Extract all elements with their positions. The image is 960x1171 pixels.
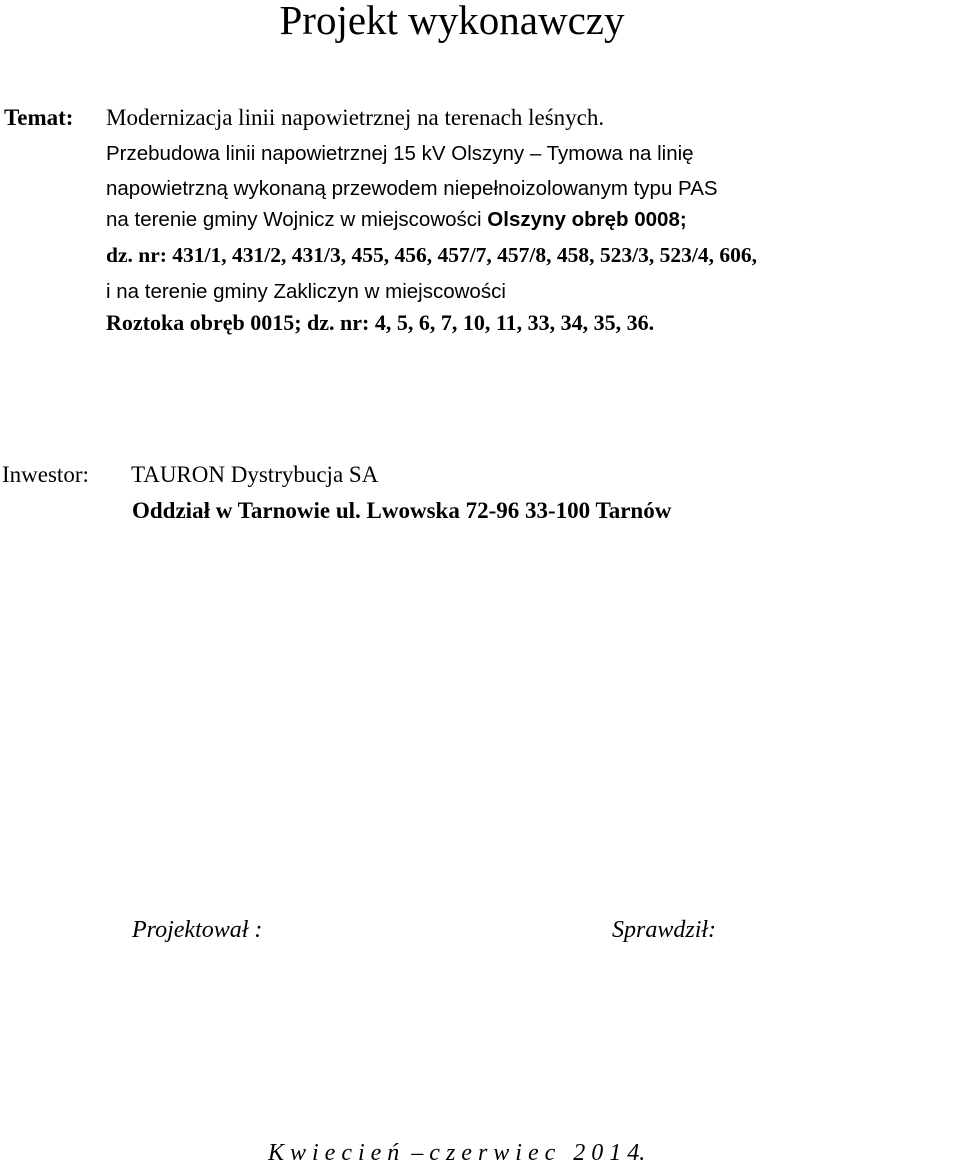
subject-line-4-precinct: Olszyny obręb 0008; xyxy=(487,208,687,231)
investor-label: Inwestor: xyxy=(2,462,89,487)
document-date: K w i e c i e ń – c z e r w i e c 2 0 1 4. xyxy=(268,1140,646,1166)
subject-line-2: Przebudowa linii napowietrznej 15 kV Olszyny – Tymowa na linię xyxy=(106,142,694,165)
checked-by-label: Sprawdził: xyxy=(612,917,717,943)
designed-by-label: Projektował : xyxy=(132,917,263,943)
investor-branch-address: Oddział w Tarnowie ul. Lwowska 72-96 33-100 Tarnów xyxy=(132,498,672,523)
subject-line-4-location: na terenie gminy Wojnicz w miejscowości xyxy=(106,208,488,231)
subject-line-5-parcels: dz. nr: 431/1, 431/2, 431/3, 455, 456, 457/7, 457/8, 458, 523/3, 523/4, 606, xyxy=(106,243,757,267)
subject-line-1: Modernizacja linii napowietrznej na terenach leśnych. xyxy=(106,105,605,130)
subject-line-7-parcels: Roztoka obręb 0015; dz. nr: 4, 5, 6, 7, 10, 11, 33, 34, 35, 36. xyxy=(106,310,655,335)
subject-label-row xyxy=(4,103,73,133)
subject-line-4 xyxy=(106,205,687,235)
investor-name: TAURON Dystrybucja SA xyxy=(131,462,379,487)
subject-line-6: i na terenie gminy Zakliczyn w miejscowości xyxy=(106,280,506,303)
investor-label-row xyxy=(2,460,89,490)
subject-label: Temat: xyxy=(4,105,74,130)
subject-line-3: napowietrzną wykonaną przewodem niepełnoizolowanym typu PAS xyxy=(106,177,718,200)
page-title: Projekt wykonawczy xyxy=(279,0,625,43)
